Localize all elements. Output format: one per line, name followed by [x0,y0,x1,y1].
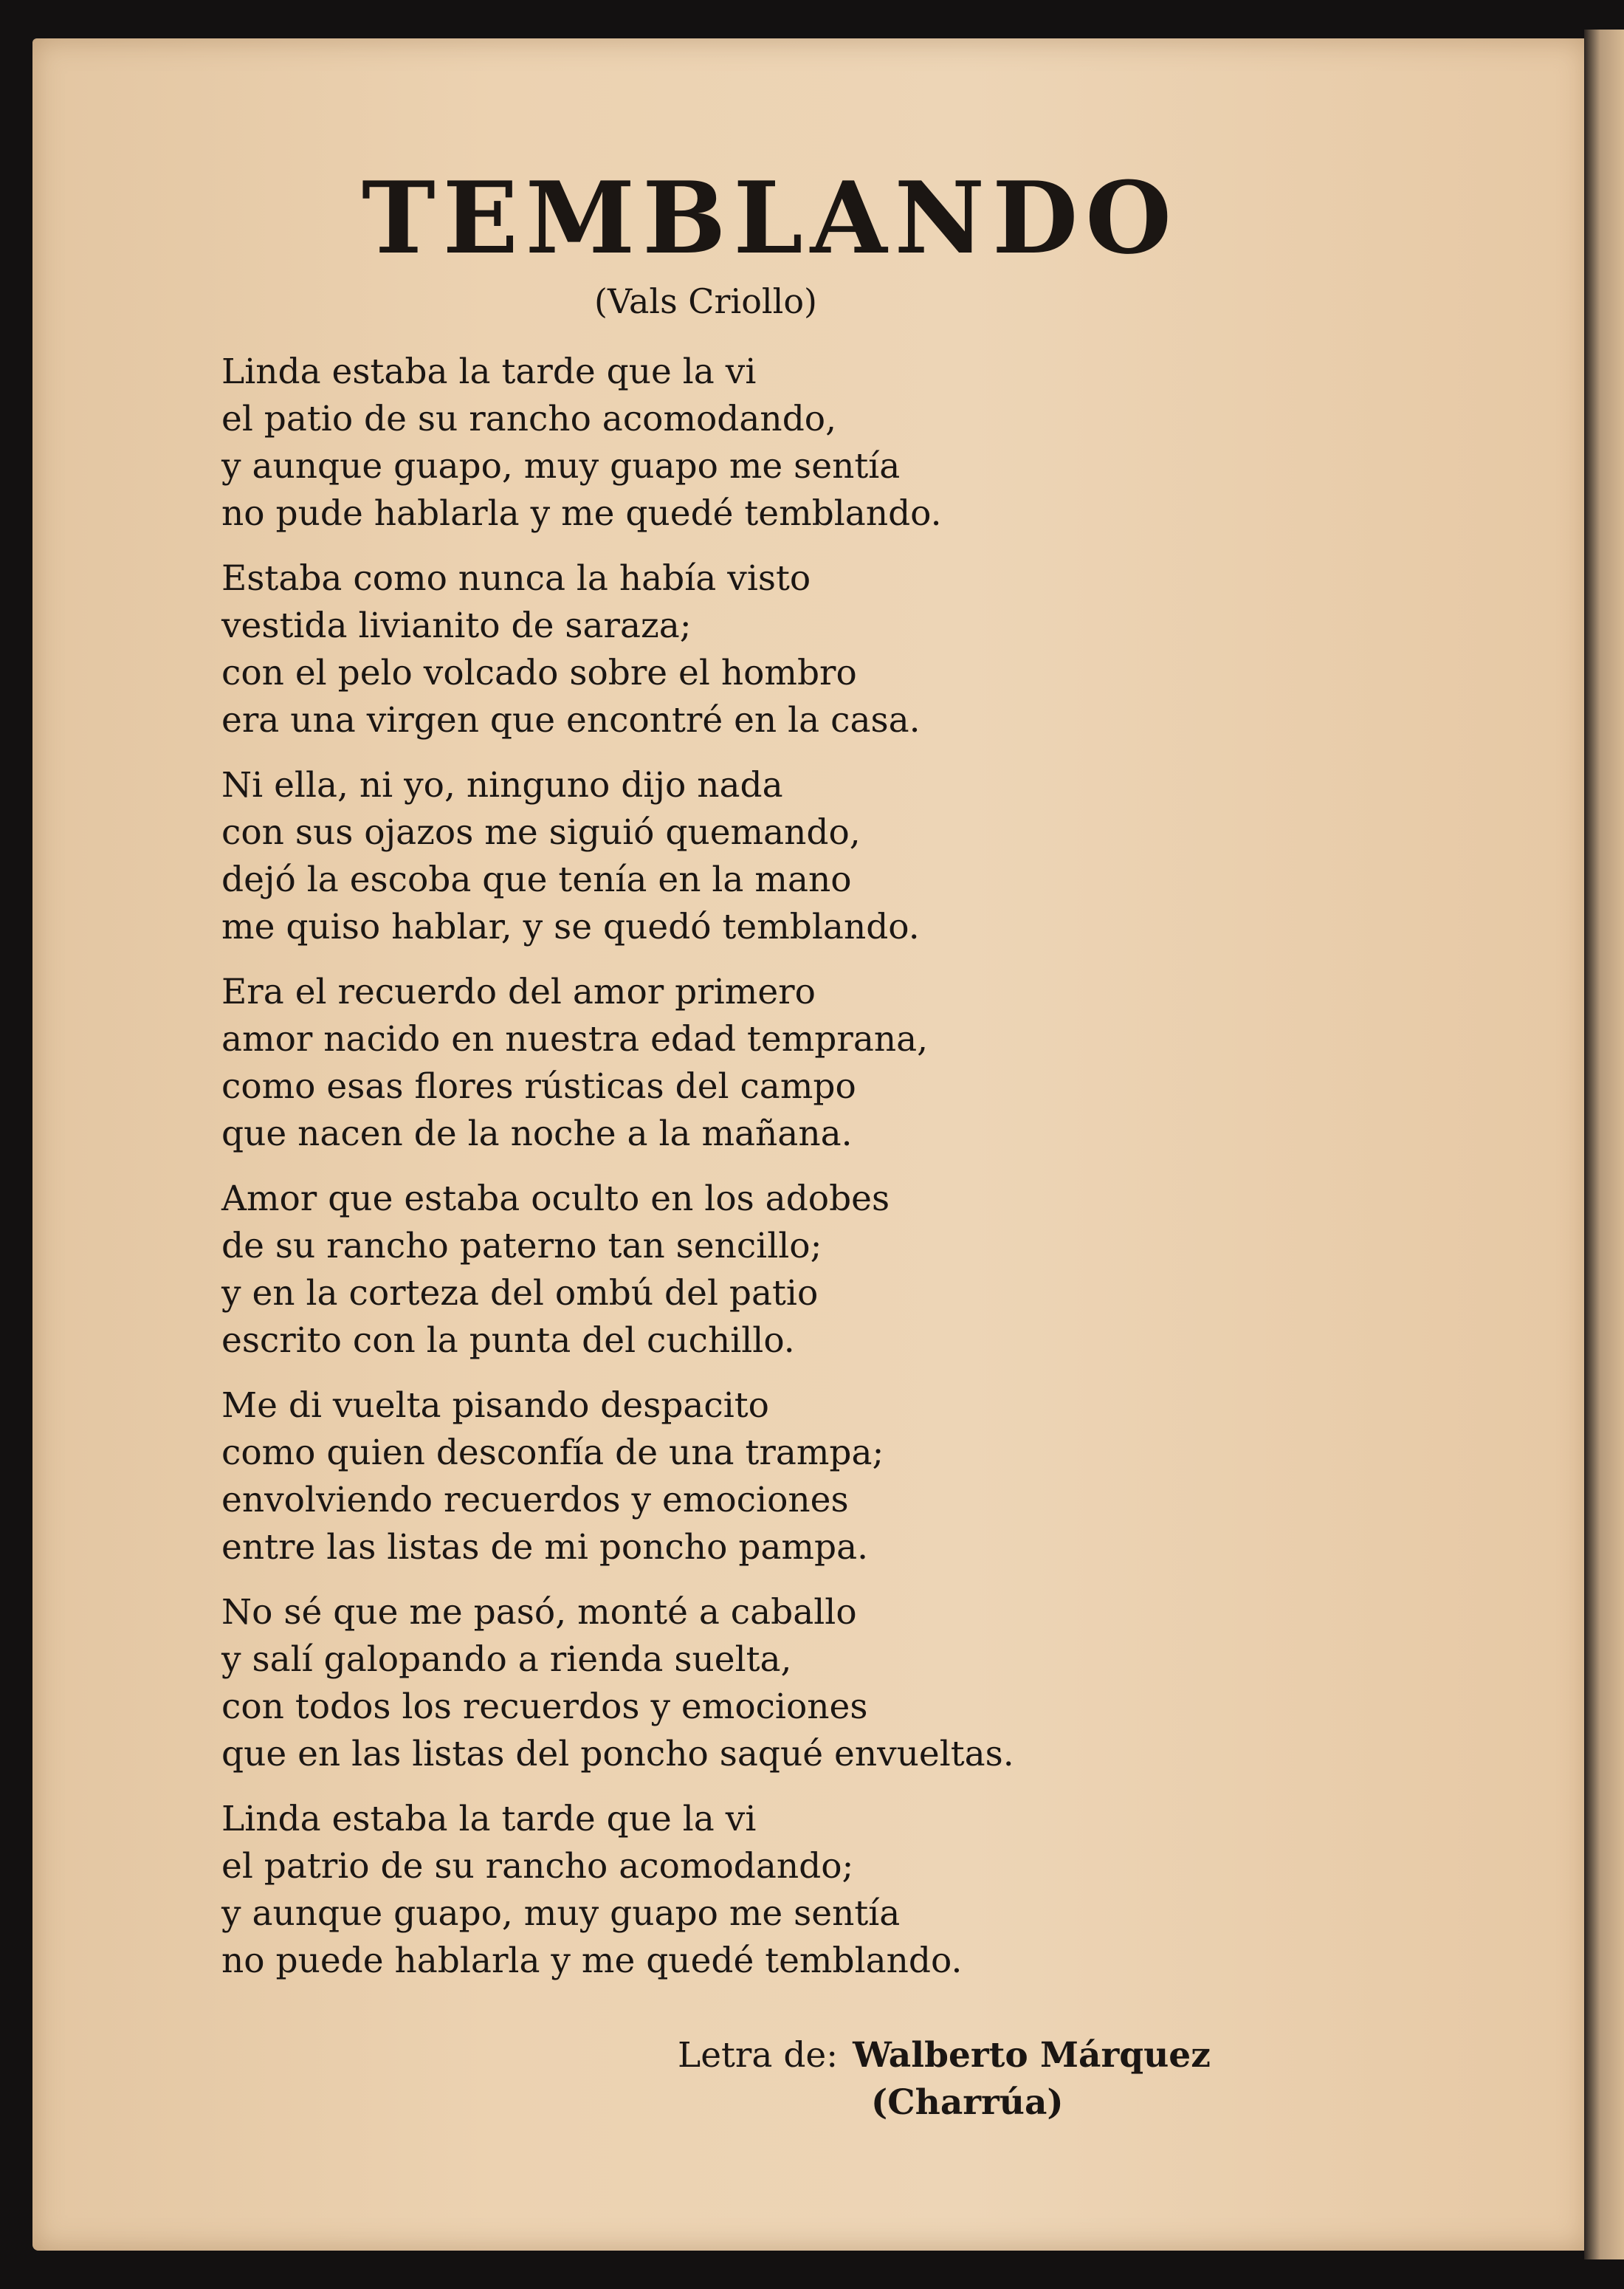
verse-line: Amor que estaba oculto en los adobes [221,1178,890,1219]
stanza [221,762,1329,951]
stanza [221,555,1329,744]
verse-line: no puede hablarla y me quedé temblando. [221,1940,963,1981]
verse-line: Ni ella, ni yo, ninguno dijo nada [221,765,783,806]
verse-line: me quiso hablar, y se quedó temblando. [221,907,920,947]
stanza [221,1382,1329,1571]
verse-line: dejó la escoba que tenía en la mano [221,859,852,900]
verse-line: y salí galopando a rienda suelta, [221,1639,792,1680]
verse-line: era una virgen que encontré en la casa. [221,700,921,741]
credit-author: Walberto Márquez [853,2035,1211,2076]
stanza [221,1176,1329,1365]
page-fold [1584,30,1624,2259]
verse-line: como quien desconfía de una trampa; [221,1432,884,1473]
credit-label: Letra de: [678,2035,839,2076]
verse-line: y en la corteza del ombú del patio [221,1273,819,1314]
verse-line: con el pelo volcado sobre el hombro [221,653,857,693]
verse-line: con todos los recuerdos y emociones [221,1686,868,1727]
stanza [221,349,1329,538]
verse-line: No sé que me pasó, monté a caballo [221,1592,857,1633]
verse-line: Me di vuelta pisando despacito [221,1385,769,1426]
verse-line: con sus ojazos me siguió quemando, [221,812,861,853]
poem-title: TEMBLANDO [362,159,1180,276]
verse-line: Estaba como nunca la había visto [221,558,811,599]
verse-line: el patrio de su rancho acomodando; [221,1846,854,1887]
verse-line: vestida livianito de saraza; [221,605,692,646]
poem [221,159,1329,2003]
verse-line: amor nacido en nuestra edad temprana, [221,1019,929,1060]
verse-line: y aunque guapo, muy guapo me sentía [221,446,901,487]
stanza [221,1589,1329,1778]
verse-line: Era el recuerdo del amor primero [221,972,816,1012]
credit-nickname: (Charrúa) [871,2082,1064,2123]
verse-line: que en las listas del poncho saqué envueltas. [221,1734,1014,1774]
verse-line: y aunque guapo, muy guapo me sentía [221,1893,901,1934]
verse-line: como esas flores rústicas del campo [221,1066,856,1107]
verse-line: entre las listas de mi poncho pampa. [221,1527,869,1568]
verse-line: Linda estaba la tarde que la vi [221,351,757,392]
credit [678,2032,1211,2127]
poem-subtitle: (Vals Criollo) [594,281,817,321]
verse-line: que nacen de la noche a la mañana. [221,1113,853,1154]
verse-line: Linda estaba la tarde que la vi [221,1799,757,1839]
verse-line: envolviendo recuerdos y emociones [221,1480,849,1520]
verse-line: de su rancho paterno tan sencillo; [221,1226,822,1266]
verse-line: el patio de su rancho acomodando, [221,399,837,439]
stanza [221,969,1329,1158]
verse-line: no pude hablarla y me quedé temblando. [221,493,942,534]
stanza [221,1796,1329,1985]
verse-line: escrito con la punta del cuchillo. [221,1320,795,1361]
